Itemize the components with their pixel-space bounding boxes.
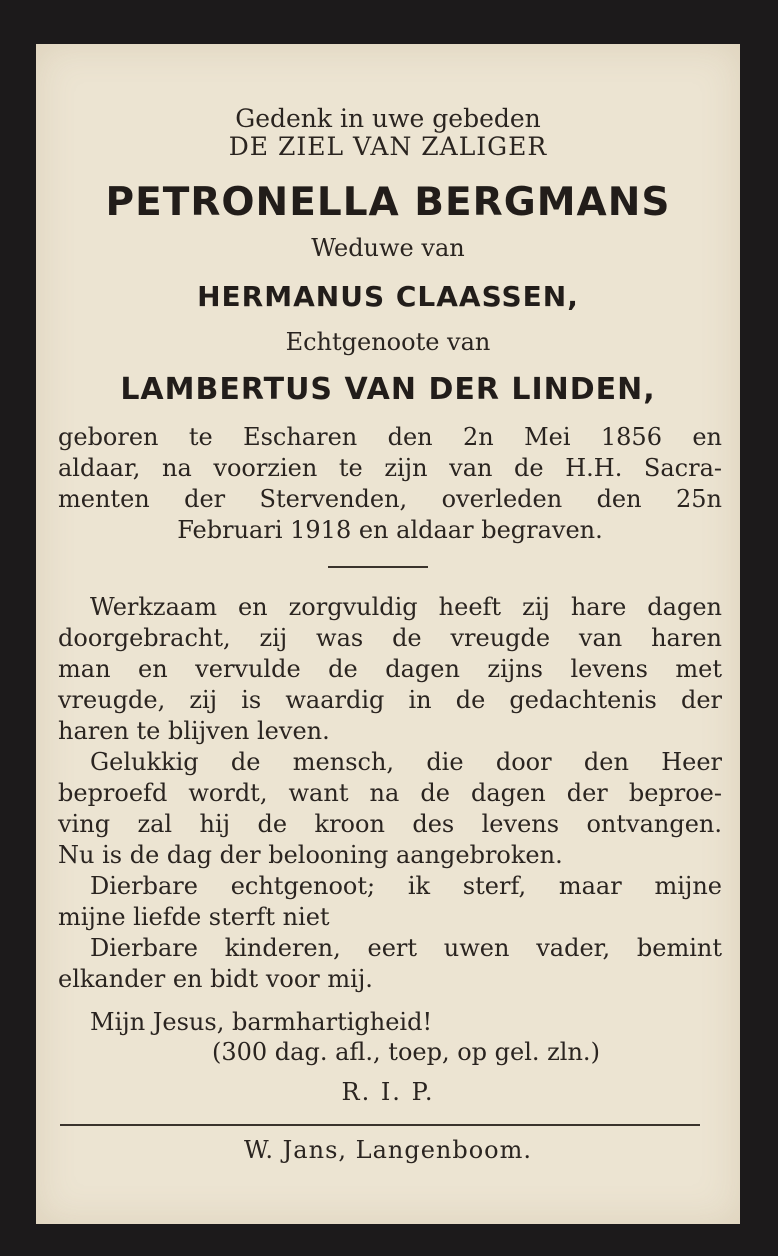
text-line: haren te blijven leven. [58, 717, 330, 745]
text-line: elkander en bidt voor mij. [58, 965, 373, 993]
first-husband-name: HERMANUS CLAASSEN, [197, 280, 579, 313]
header-line-1: Gedenk in uwe gebeden [235, 104, 541, 133]
header-line-2: DE ZIEL VAN ZALIGER [228, 132, 548, 161]
text-line: Dierbare echtgenoot; ik sterf, maar mijne [90, 872, 722, 900]
second-husband-name: LAMBERTUS VAN DER LINDEN, [120, 372, 656, 407]
text-line: man en vervulde de dagen zijns levens met [58, 655, 722, 683]
spouse-of-label: Echtgenoote van [285, 328, 491, 356]
biography-line: geboren te Escharen den 2n Mei 1856 en [58, 423, 722, 451]
memorial-card [36, 44, 740, 1224]
short-divider [328, 566, 428, 568]
text-line: ving zal hij de kroon des levens ontvangen. [58, 810, 722, 838]
rip: R. I. P. [341, 1078, 435, 1106]
biography-line: Februari 1918 en aldaar begraven. [177, 516, 603, 544]
closing-prayer: Mijn Jesus, barmhartigheid! [90, 1008, 433, 1036]
printer-credit: W. Jans, Langenboom. [243, 1136, 533, 1164]
text-line: mijne liefde sterft niet [58, 903, 330, 931]
text-line: vreugde, zij is waardig in de gedachtenis der [58, 686, 722, 714]
biography-line: menten der Stervenden, overleden den 25n [58, 485, 722, 513]
deceased-name: PETRONELLA BERGMANS [105, 180, 671, 225]
widow-of-label: Weduwe van [311, 234, 465, 262]
long-divider [60, 1124, 700, 1126]
text-line: beproefd wordt, want na de dagen der beproe- [58, 779, 722, 807]
text-line: doorgebracht, zij was de vreugde van haren [58, 624, 722, 652]
biography-line: aldaar, na voorzien te zijn van de H.H. Sacra- [58, 454, 722, 482]
biography [58, 422, 722, 546]
text-line: Dierbare kinderen, eert uwen vader, bemint [90, 934, 722, 962]
memorial-text [58, 592, 722, 995]
text-line: Gelukkig de mensch, die door den Heer [90, 748, 722, 776]
text-line: Nu is de dag der belooning aangebroken. [58, 841, 563, 869]
indulgence-note: (300 dag. afl., toep, op gel. zln.) [212, 1038, 600, 1066]
text-line: Werkzaam en zorgvuldig heeft zij hare dagen [90, 593, 722, 621]
